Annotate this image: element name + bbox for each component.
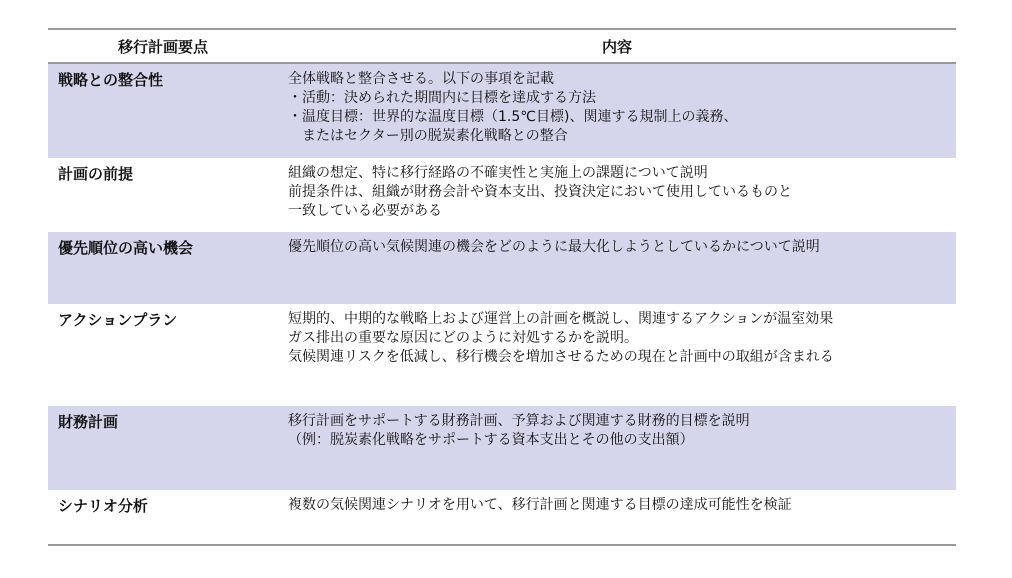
row-content [278, 304, 956, 406]
table-row [48, 406, 956, 490]
content-line: ・温度目標：世界的な温度目標（1.5℃目標)、関連する規制上の義務、 [288, 109, 738, 125]
table-row [48, 64, 956, 158]
table-row [48, 490, 956, 544]
header-col-content: 内容 [601, 37, 632, 56]
row-content [278, 490, 956, 544]
content-line: またはセクター別の脱炭素化戦略との整合 [288, 128, 568, 144]
row-content [278, 64, 956, 158]
row-key: 優先順位の高い機会 [58, 239, 194, 257]
content-line: 移行計画をサポートする財務計画、予算および関連する財務的目標を説明 [288, 413, 750, 429]
transition-plan-table [48, 28, 956, 546]
content-line: （例：脱炭素化戦略をサポートする資本支出とその他の支出額） [288, 432, 694, 448]
row-key: 財務計画 [58, 413, 119, 431]
row-content [278, 406, 956, 490]
content-line: 組織の想定、特に移行経路の不確実性と実施上の課題について説明 [288, 165, 708, 181]
content-line: 複数の気候関連シナリオを用いて、移行計画と関連する目標の達成可能性を検証 [288, 497, 792, 513]
content-line: 全体戦略と整合させる。以下の事項を記載 [288, 71, 554, 87]
table-row [48, 304, 956, 406]
table-row [48, 158, 956, 232]
content-line: 気候関連リスクを低減し、移行機会を増加させるための現在と計画中の取組が含まれる [288, 349, 834, 365]
header-col-key: 移行計画要点 [117, 37, 208, 56]
table-header [48, 30, 956, 64]
row-key: シナリオ分析 [58, 497, 148, 515]
row-key: 戦略との整合性 [58, 71, 164, 89]
content-line: ・活動：決められた期間内に目標を達成する方法 [288, 90, 596, 106]
content-line: 前提条件は、組織が財務会計や資本支出、投資決定において使用しているものと [288, 184, 792, 200]
row-key: 計画の前提 [58, 165, 134, 183]
content-line: 優先順位の高い気候関連の機会をどのように最大化しようとしているかについて説明 [288, 239, 820, 255]
row-content [278, 232, 956, 304]
table-row [48, 232, 956, 304]
row-key: アクションプラン [58, 311, 178, 329]
content-line: ガス排出の重要な原因にどのように対処するかを説明。 [288, 330, 638, 346]
content-line: 短期的、中期的な戦略上および運営上の計画を概説し、関連するアクションが温室効果 [288, 311, 834, 327]
content-line: 一致している必要がある [288, 203, 442, 219]
row-content [278, 158, 956, 232]
